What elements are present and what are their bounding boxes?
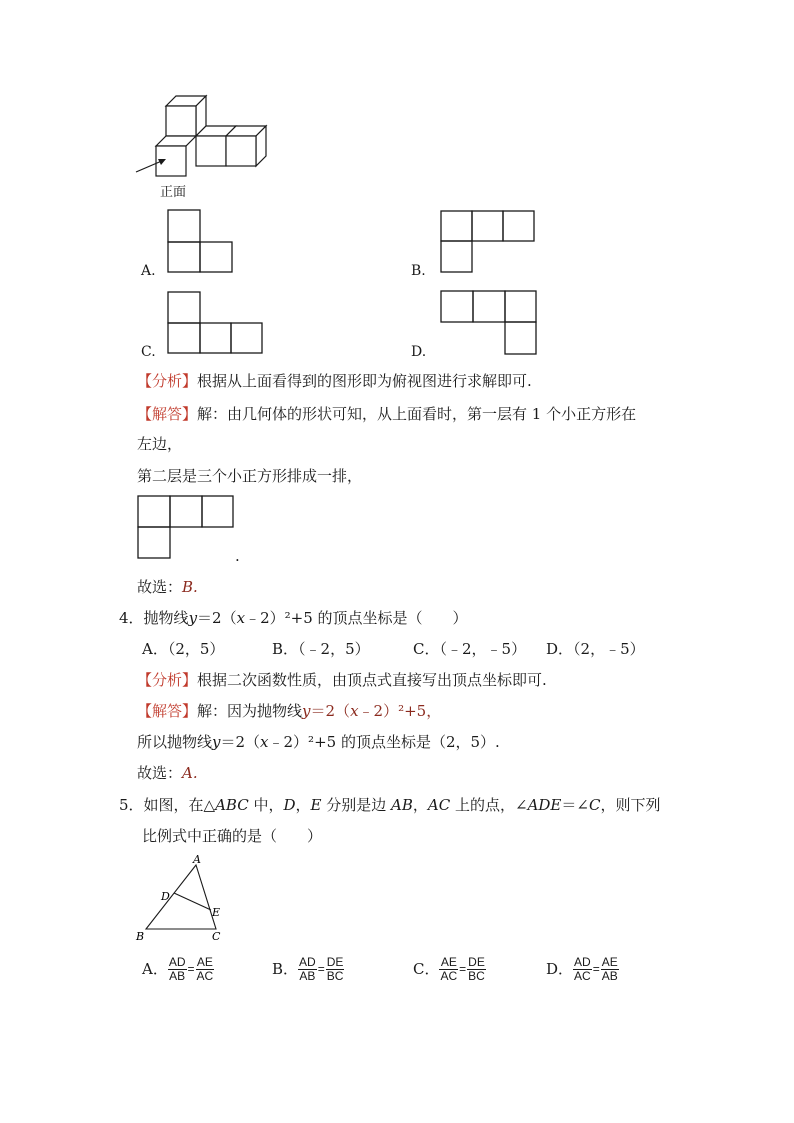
option-d-figure — [439, 289, 539, 357]
q4-answer-line-1: 【解答】解：因为抛物线y＝2（x﹣2）²+5， — [137, 702, 442, 720]
q3-answer-letter: B. — [182, 578, 198, 596]
cube-solid-figure — [130, 92, 280, 202]
q5-stem-line-1: 5．如图，在△ABC 中，D，E 分别是边 AB，AC 上的点，∠ADE＝∠C，则下列 — [119, 796, 661, 814]
q4-option-b: B．（﹣2，5） — [272, 640, 370, 658]
answer-tag: 【解答】 — [137, 405, 198, 423]
q5-option-c: C． $\frac{AE}{AC}$ = $\frac{DE}{BC}$ — [413, 954, 485, 983]
front-label: 正面 — [160, 185, 187, 200]
analysis-text: 根据从上面看得到的图形即为俯视图进行求解即可. — [197, 372, 532, 390]
option-a-figure — [166, 208, 234, 274]
option-b-figure — [439, 209, 537, 275]
option-b-label: B. — [411, 263, 426, 279]
q4-option-c: C．（﹣2，﹣5） — [413, 640, 527, 658]
figure-period: . — [235, 547, 240, 565]
option-c-figure — [166, 290, 264, 356]
option-d-label: D. — [411, 344, 427, 360]
answer-text: 解：由几何体的形状可知，从上面看时，第一层有 1 个小正方形在 — [197, 405, 637, 423]
label-d: D — [161, 890, 170, 903]
label-b: B — [136, 930, 145, 943]
triangle-figure — [132, 852, 232, 944]
q4-analysis: 【分析】根据二次函数性质，由顶点式直接写出顶点坐标即可. — [137, 671, 547, 689]
q5-stem-line-2: 比例式中正确的是（ ） — [142, 827, 323, 845]
option-a-label: A. — [141, 263, 156, 279]
q3-answer-line-1 — [137, 404, 636, 424]
q3-answer-line-3: 第二层是三个小正方形排成一排， — [137, 467, 363, 485]
q4-stem: 4．抛物线y＝2（x﹣2）²+5 的顶点坐标是（ ） — [119, 609, 468, 627]
analysis-tag: 【分析】 — [137, 372, 198, 390]
q4-choice: 故选：A. — [137, 764, 198, 782]
option-c-label: C. — [141, 344, 156, 360]
label-e: E — [212, 906, 221, 919]
q5-option-d: D． $\frac{AD}{AC}$ = $\frac{AE}{AB}$ — [546, 954, 618, 983]
label-c: C — [212, 930, 221, 943]
q4-option-a: A．（2，5） — [142, 640, 225, 658]
q4-option-d: D．（2，﹣5） — [546, 640, 645, 658]
label-a: A — [193, 853, 201, 866]
q5-option-b: B． $\frac{AD}{AB}$ = $\frac{DE}{BC}$ — [272, 954, 344, 983]
q5-option-a: A． $\frac{AD}{AB}$ = $\frac{AE}{AC}$ — [142, 954, 214, 983]
top-view-figure — [136, 494, 236, 560]
q3-choice: 故选：B. — [137, 578, 198, 596]
q4-answer-line-2: 所以抛物线y＝2（x﹣2）²+5 的顶点坐标是（2，5）. — [137, 733, 500, 751]
q3-analysis — [137, 371, 532, 391]
q3-answer-line-2: 左边， — [137, 435, 183, 453]
